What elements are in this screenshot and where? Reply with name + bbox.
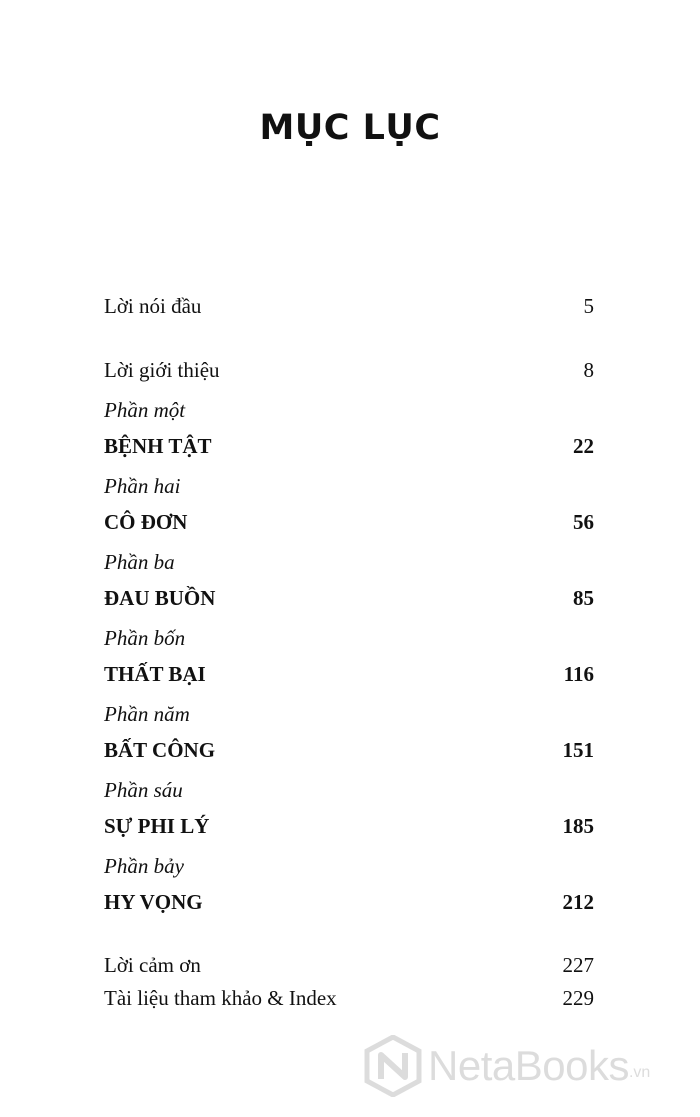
watermark-suffix: .vn — [628, 1064, 651, 1081]
toc-entry-page: 5 — [583, 294, 594, 318]
toc-entry-page: 85 — [573, 586, 594, 610]
toc-part-label: Phần bốn — [104, 626, 186, 650]
toc-entry-label: CÔ ĐƠN — [104, 510, 188, 534]
toc-entry-label: ĐAU BUỒN — [104, 586, 216, 610]
toc-entry-page: 229 — [562, 986, 594, 1010]
toc-entry-label: BẤT CÔNG — [104, 738, 216, 762]
toc-entry-label: Lời cảm ơn — [104, 953, 201, 977]
toc-entry-introduction[interactable] — [104, 358, 594, 388]
toc-part-label: Phần hai — [104, 474, 181, 498]
toc-entry-chapter-1[interactable] — [104, 434, 594, 464]
toc-entry-page: 227 — [562, 953, 594, 977]
page-title: MỤC LỤC — [259, 108, 441, 148]
toc-entry-label: HY VỌNG — [104, 890, 203, 914]
toc-entry-acknowledgements[interactable] — [104, 953, 594, 983]
toc-entry-chapter-4[interactable] — [104, 662, 594, 692]
toc-entry-chapter-7[interactable] — [104, 890, 594, 920]
toc-entry-label: SỰ PHI LÝ — [104, 814, 210, 838]
toc-entry-label: Lời giới thiệu — [104, 358, 220, 382]
toc-entry-page: 8 — [583, 358, 594, 382]
toc-entry-chapter-5[interactable] — [104, 738, 594, 768]
toc-entry-chapter-3[interactable] — [104, 586, 594, 616]
watermark — [364, 1030, 700, 1102]
toc-entry-page: 212 — [562, 890, 594, 914]
toc-entry-references[interactable] — [104, 986, 594, 1016]
toc-entry-page: 56 — [573, 510, 594, 534]
toc-part-label: Phần bảy — [104, 854, 184, 878]
toc-part-label: Phần một — [104, 398, 186, 422]
toc-entry-page: 151 — [562, 738, 594, 762]
toc-entry-label: Tài liệu tham khảo & Index — [104, 986, 337, 1010]
toc-entry-page: 22 — [573, 434, 594, 458]
toc-part-label: Phần sáu — [104, 778, 183, 802]
watermark-text: NetaBooks — [428, 1042, 629, 1089]
toc-part-label: Phần ba — [104, 550, 175, 574]
toc-entry-page: 185 — [562, 814, 594, 838]
netabooks-logo-icon — [364, 1035, 422, 1097]
toc-entry-chapter-2[interactable] — [104, 510, 594, 540]
toc-entry-chapter-6[interactable] — [104, 814, 594, 844]
toc-entry-label: Lời nói đầu — [104, 294, 202, 318]
toc-entry-preface[interactable] — [104, 294, 594, 324]
toc-entry-label: THẤT BẠI — [104, 662, 206, 686]
toc-entry-page: 116 — [563, 662, 594, 686]
toc-entry-label: BỆNH TẬT — [104, 434, 212, 458]
toc-part-label: Phần năm — [104, 702, 190, 726]
